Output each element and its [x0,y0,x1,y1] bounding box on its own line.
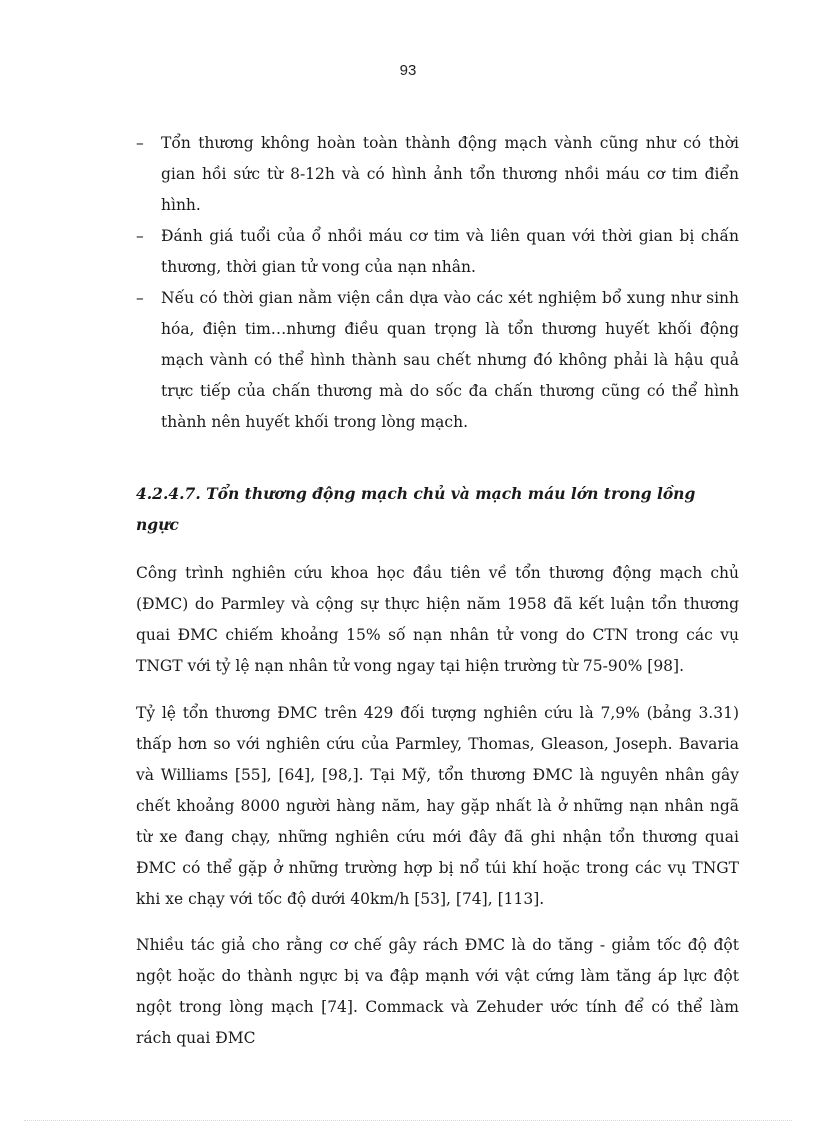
bullet-marker: – [136,227,144,245]
bullet-text: Tổn thương không hoàn toàn thành động mạch vành cũng như có thời gian hồi sức từ 8-12h và có hình ảnh tổn thương nhồi máu cơ tim điển hình. [161,134,739,214]
bullet-item [136,283,739,438]
body-paragraph: Nhiều tác giả cho rằng cơ chế gây rách ĐMC là do tăng - giảm tốc độ đột ngột hoặc do thành ngực bị va đập mạnh với vật cứng làm tăng áp lực đột ngột trong lòng mạch [74]. Commack và Zehuder ước tính để có thể làm rách quai ĐMC [136,936,739,1047]
bullet-item [136,221,739,283]
bullet-marker: – [136,289,144,307]
page-number: 93 [399,62,417,79]
bullet-marker: – [136,134,144,152]
section-heading: 4.2.4.7. Tổn thương động mạch chủ và mạch máu lớn trong lồng ngực [136,484,696,534]
bullet-text: Nếu có thời gian nằm viện cần dựa vào các xét nghiệm bổ xung như sinh hóa, điện tim…nhưng điều quan trọng là tổn thương huyết khối động mạch vành có thể hình thành sau chết nhưng đó không phải là hậu quả trực tiếp của chấn thương mà do sốc đa chấn thương cũng có thể hình thành nên huyết khối trong lòng mạch. [161,289,739,431]
bullet-item [136,128,739,221]
page-bottom-divider [24,1120,792,1121]
body-paragraph: Công trình nghiên cứu khoa học đầu tiên về tổn thương động mạch chủ (ĐMC) do Parmley và cộng sự thực hiện năm 1958 đã kết luận tổn thương quai ĐMC chiếm khoảng 15% số nạn nhân tử vong do CTN trong các vụ TNGT với tỷ lệ nạn nhân tử vong ngay tại hiện trường từ 75-90% [98]. [136,564,739,675]
document-body [136,128,739,1069]
body-paragraph: Tỷ lệ tổn thương ĐMC trên 429 đối tượng nghiên cứu là 7,9% (bảng 3.31) thấp hơn so với nghiên cứu của Parmley, Thomas, Gleason, Joseph. Bavaria và Williams [55], [64], [98,]. Tại Mỹ, tổn thương ĐMC là nguyên nhân gây chết khoảng 8000 người hàng năm, hay gặp nhất là ở những nạn nhân ngã từ xe đang chạy, những nghiên cứu mới đây đã ghi nhận tổn thương quai ĐMC có thể gặp ở những trường hợp bị nổ túi khí hoặc trong các vụ TNGT khi xe chạy với tốc độ dưới 40km/h [53], [74], [113]. [136,703,739,908]
bullet-text: Đánh giá tuổi của ổ nhồi máu cơ tim và liên quan với thời gian bị chấn thương, thời gian tử vong của nạn nhân. [161,227,739,276]
